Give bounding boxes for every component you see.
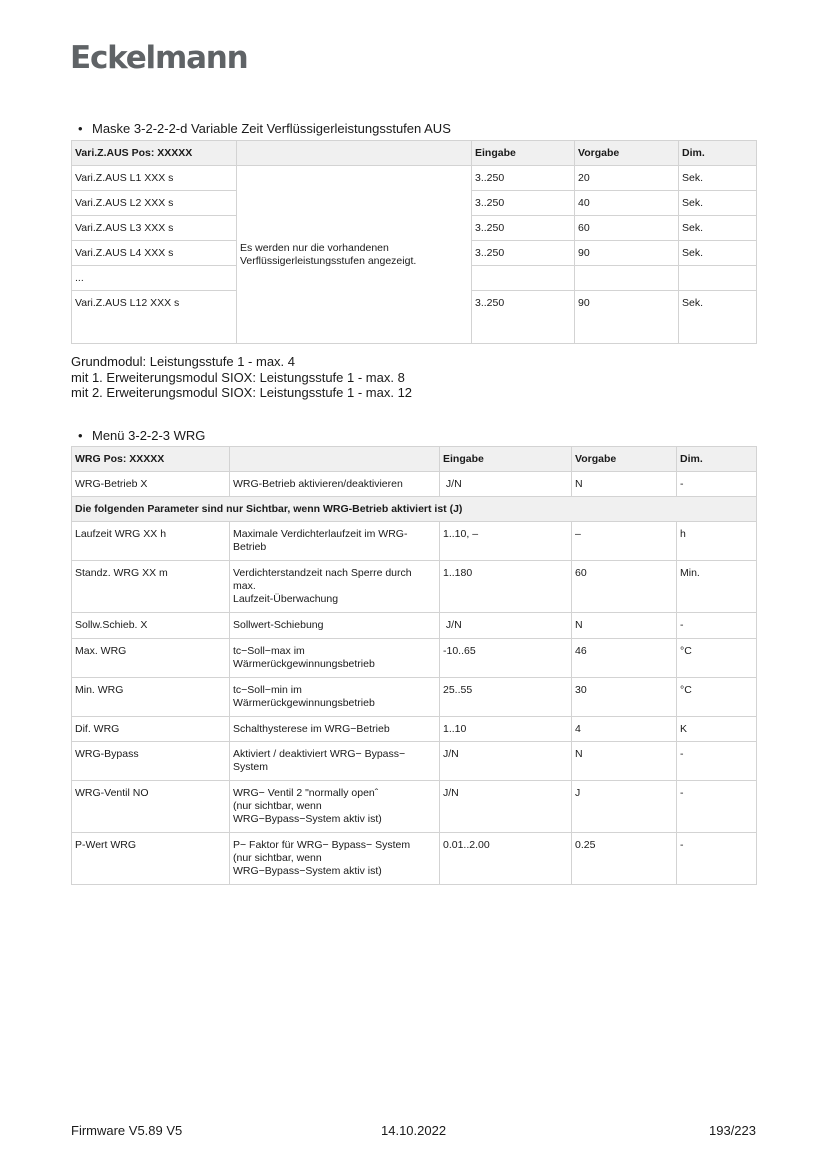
column-header: Dim.: [679, 141, 757, 166]
desc-line: P− Faktor für WRG− Bypass− System: [233, 839, 411, 851]
table-row: [72, 522, 757, 561]
eingabe-cell: 3..250: [472, 291, 575, 344]
desc-cell: [230, 639, 440, 678]
eingabe-cell: [472, 266, 575, 291]
column-header: Vorgabe: [575, 141, 679, 166]
vorgabe-cell: 90: [575, 291, 679, 344]
vorgabe-cell: 30: [572, 678, 677, 717]
dim-cell: -: [677, 781, 757, 833]
desc-cell: [230, 561, 440, 613]
desc-line: (nur sichtbar, wenn: [233, 800, 322, 812]
table-row: [72, 561, 757, 613]
param-cell: Vari.Z.AUS L1 XXX s: [72, 166, 237, 191]
dim-cell: Sek.: [679, 291, 757, 344]
desc-line: WRG−Bypass−System aktiv ist): [233, 865, 382, 877]
note-line: mit 2. Erweiterungsmodul SIOX: Leistungsstufe 1 - max. 12: [71, 385, 413, 400]
vorgabe-cell: [575, 266, 679, 291]
param-cell: Dif. WRG: [72, 717, 230, 742]
column-header: Vari.Z.AUS Pos: XXXXX: [72, 141, 237, 166]
vorgabe-cell: N: [572, 742, 677, 781]
vorgabe-cell: 40: [575, 191, 679, 216]
table-header-row: [72, 447, 757, 472]
eingabe-cell: 1..180: [440, 561, 572, 613]
param-cell: ...: [72, 266, 237, 291]
dim-cell: h: [677, 522, 757, 561]
table-row: [72, 472, 757, 497]
param-cell: Sollw.Schieb. X: [72, 613, 230, 639]
param-cell: Max. WRG: [72, 639, 230, 678]
company-logo: Eckelmann: [70, 40, 248, 76]
vorgabe-cell: N: [572, 613, 677, 639]
column-header: Vorgabe: [572, 447, 677, 472]
desc-cell: [230, 522, 440, 561]
desc-line: Aktiviert / deaktiviert WRG− Bypass−: [233, 748, 406, 760]
desc-line: Laufzeit-Überwachung: [233, 593, 339, 605]
visibility-banner: Die folgenden Parameter sind nur Sichtbar, wenn WRG-Betrieb aktiviert ist (J): [72, 497, 757, 522]
footer-firmware: Firmware V5.89 V5: [71, 1123, 183, 1138]
mask-parameter-table: [71, 140, 757, 344]
dim-cell: Sek.: [679, 166, 757, 191]
table-row: [72, 639, 757, 678]
desc-line: max.: [233, 580, 256, 592]
param-cell: WRG-Ventil NO: [72, 781, 230, 833]
vorgabe-cell: 20: [575, 166, 679, 191]
table-row: [72, 742, 757, 781]
desc-line: WRG−Bypass−System aktiv ist): [233, 813, 382, 825]
eingabe-cell: 0.01..2.00: [440, 833, 572, 885]
visibility-banner-row: [72, 497, 757, 522]
column-header: Eingabe: [472, 141, 575, 166]
vorgabe-cell: 46: [572, 639, 677, 678]
table-row: [72, 717, 757, 742]
desc-line: Schalthysterese im WRG−Betrieb: [233, 723, 390, 735]
param-cell: WRG-Betrieb X: [72, 472, 230, 497]
eingabe-cell: 3..250: [472, 241, 575, 266]
vorgabe-cell: J: [572, 781, 677, 833]
column-header: [230, 447, 440, 472]
note-line: Grundmodul: Leistungsstufe 1 - max. 4: [71, 354, 296, 369]
vorgabe-cell: 4: [572, 717, 677, 742]
desc-cell: [230, 833, 440, 885]
table-row: [72, 781, 757, 833]
eingabe-cell: J/N: [440, 613, 572, 639]
dim-cell: °C: [677, 678, 757, 717]
table-row: [72, 678, 757, 717]
vorgabe-cell: 60: [575, 216, 679, 241]
dim-cell: K: [677, 717, 757, 742]
note-line: mit 1. Erweiterungsmodul SIOX: Leistungsstufe 1 - max. 8: [71, 369, 405, 385]
param-cell: Standz. WRG XX m: [72, 561, 230, 613]
eingabe-cell: J/N: [440, 781, 572, 833]
eingabe-cell: J/N: [440, 742, 572, 781]
param-cell: P-Wert WRG: [72, 833, 230, 885]
dim-cell: -: [677, 472, 757, 497]
desc-line: tc−Soll−min im: [233, 684, 302, 696]
vorgabe-cell: 90: [575, 241, 679, 266]
desc-cell: [230, 678, 440, 717]
bullet: •: [78, 121, 83, 136]
dim-cell: Sek.: [679, 191, 757, 216]
section-heading-mask: [78, 121, 451, 136]
desc-line: Verdichterstandzeit nach Sperre durch: [233, 567, 412, 579]
eingabe-cell: 3..250: [472, 191, 575, 216]
module-notes: [71, 354, 412, 401]
desc-cell: [230, 472, 440, 497]
desc-line: WRG− Ventil 2 "normally openˆ: [233, 787, 379, 799]
desc-line: Wärmerückgewinnungsbetrieb: [233, 697, 375, 709]
dim-cell: -: [677, 833, 757, 885]
desc-line: Sollwert-Schiebung: [233, 619, 324, 631]
dim-cell: Min.: [677, 561, 757, 613]
eingabe-cell: 25..55: [440, 678, 572, 717]
param-cell: Vari.Z.AUS L2 XXX s: [72, 191, 237, 216]
vorgabe-cell: 60: [572, 561, 677, 613]
desc-line: tc−Soll−max im: [233, 645, 305, 657]
vorgabe-cell: –: [572, 522, 677, 561]
desc-cell: [230, 613, 440, 639]
desc-cell: [230, 781, 440, 833]
section-title: Maske 3-2-2-2-d Variable Zeit Verflüssigerleistungsstufen AUS: [92, 121, 451, 136]
column-header: [237, 141, 472, 166]
column-header: WRG Pos: XXXXX: [72, 447, 230, 472]
dim-cell: -: [677, 613, 757, 639]
merged-note-cell: Es werden nur die vorhandenen Verflüssigerleistungsstufen angezeigt.: [237, 166, 472, 344]
section-title: Menü 3-2-2-3 WRG: [92, 428, 206, 443]
desc-line: Betrieb: [233, 541, 267, 553]
desc-cell: [230, 717, 440, 742]
desc-line: (nur sichtbar, wenn: [233, 852, 322, 864]
param-cell: WRG-Bypass: [72, 742, 230, 781]
eingabe-cell: 3..250: [472, 166, 575, 191]
param-cell: Vari.Z.AUS L12 XXX s: [72, 291, 237, 344]
desc-cell: [230, 742, 440, 781]
param-cell: Min. WRG: [72, 678, 230, 717]
vorgabe-cell: N: [572, 472, 677, 497]
footer-page-number: 193/223: [709, 1123, 756, 1138]
eingabe-cell: J/N: [440, 472, 572, 497]
column-header: Eingabe: [440, 447, 572, 472]
dim-cell: [679, 266, 757, 291]
param-cell: Laufzeit WRG XX h: [72, 522, 230, 561]
eingabe-cell: 1..10: [440, 717, 572, 742]
table-row: [72, 833, 757, 885]
table-row: [72, 166, 757, 191]
dim-cell: °C: [677, 639, 757, 678]
param-cell: Vari.Z.AUS L3 XXX s: [72, 216, 237, 241]
eingabe-cell: -10..65: [440, 639, 572, 678]
vorgabe-cell: 0.25: [572, 833, 677, 885]
eingabe-cell: 3..250: [472, 216, 575, 241]
bullet: •: [78, 428, 83, 443]
table-header-row: [72, 141, 757, 166]
wrg-parameter-table: [71, 446, 757, 885]
dim-cell: Sek.: [679, 241, 757, 266]
desc-line: System: [233, 761, 269, 773]
eingabe-cell: 1..10, –: [440, 522, 572, 561]
dim-cell: -: [677, 742, 757, 781]
footer-date: 14.10.2022: [381, 1123, 447, 1138]
column-header: Dim.: [677, 447, 757, 472]
table-row: [72, 613, 757, 639]
section-heading-wrg: [78, 428, 205, 443]
desc-line: Wärmerückgewinnungsbetrieb: [233, 658, 375, 670]
dim-cell: Sek.: [679, 216, 757, 241]
desc-line: WRG-Betrieb aktivieren/deaktivieren: [233, 478, 403, 490]
desc-line: Maximale Verdichterlaufzeit im WRG-: [233, 528, 408, 540]
param-cell: Vari.Z.AUS L4 XXX s: [72, 241, 237, 266]
